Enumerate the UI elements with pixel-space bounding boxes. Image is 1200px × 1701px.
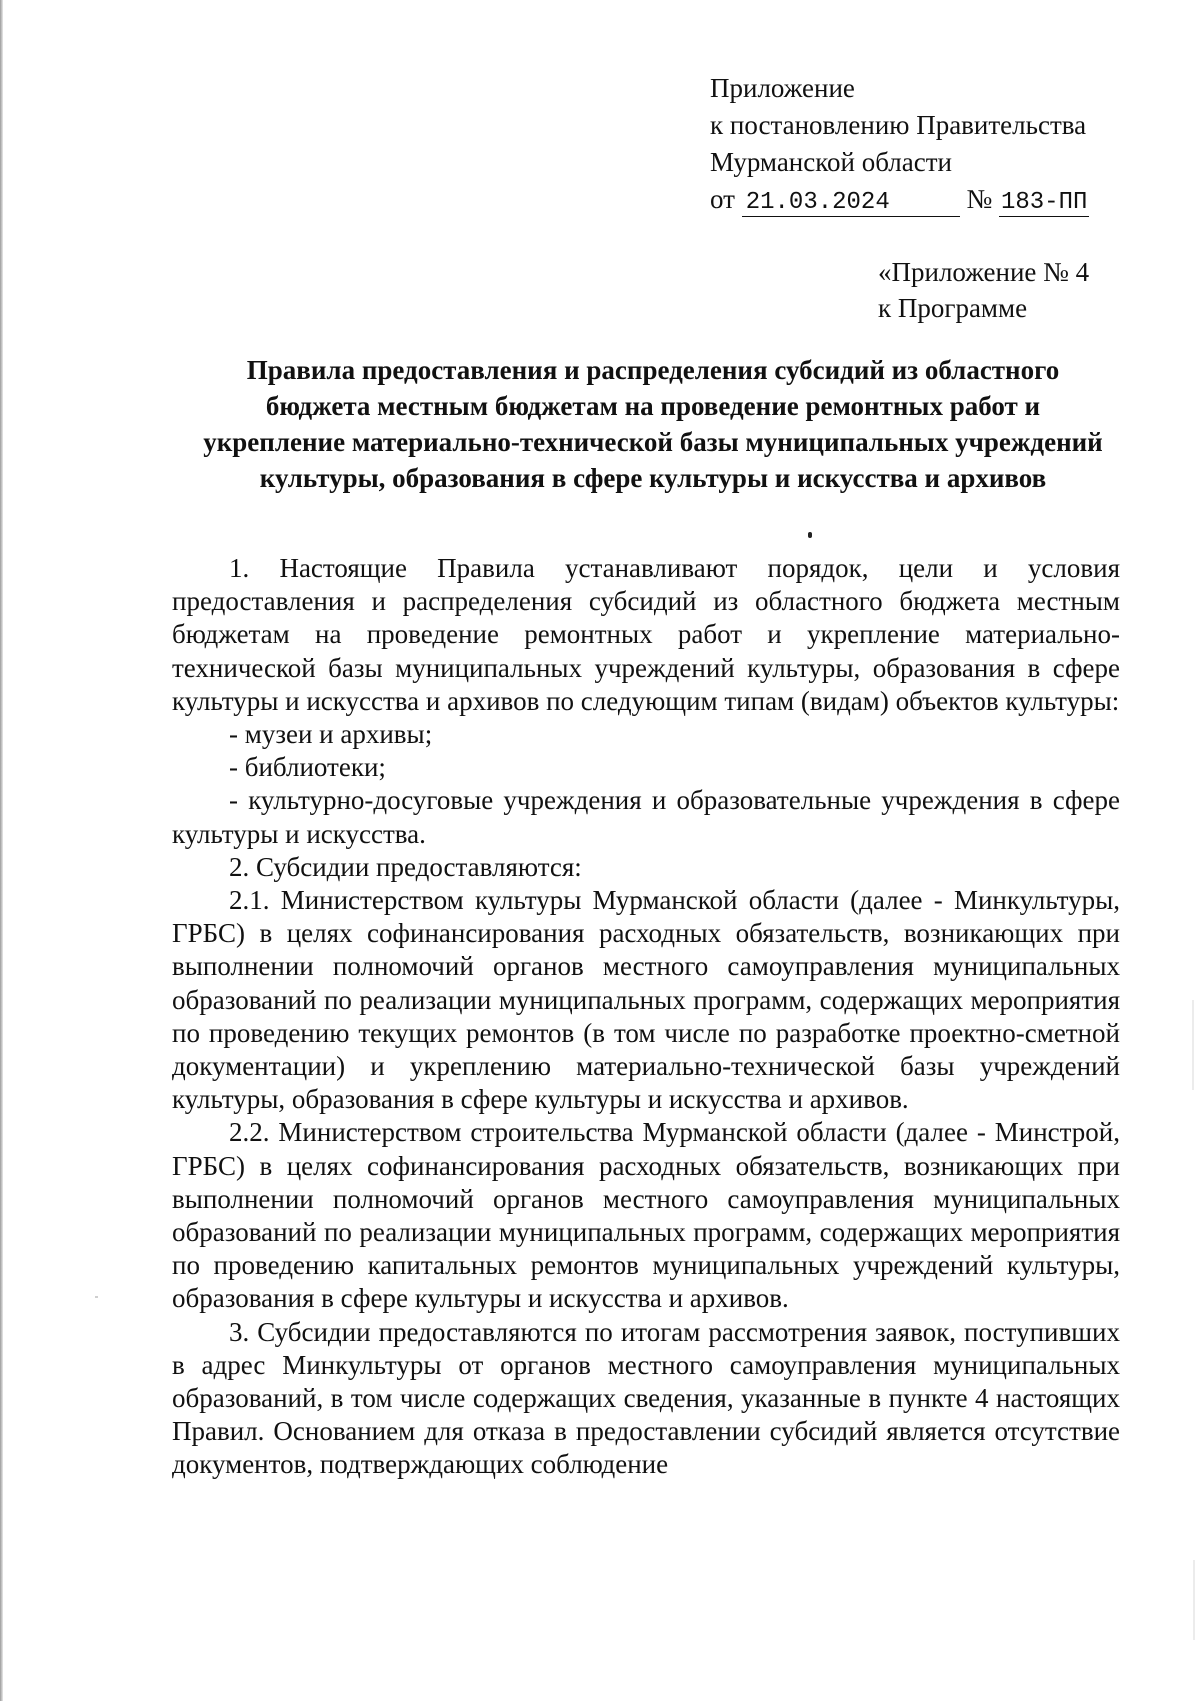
annex-line-program: к Программе [878,293,1028,323]
annex-line-number: «Приложение № 4 [878,257,1090,287]
title-line-2: бюджета местным бюджетам на проведение ремонтных работ и [265,391,1041,421]
paragraph-1: 1. Настоящие Правила устанавливают порядок, цели и условия предоставления и распределения субсидий из областного бюджета местным бюджетам на проведение ремонтных работ и укрепление материально-технической базы муниципальных учреждений культуры, образования в сфере культуры и искусства и архивов по следующим типам (видам) объектов культуры: [172,553,1120,716]
paragraph-2: 2. Субсидии предоставляются: [229,851,582,882]
approval-stamp [710,70,1089,218]
number-sign: № [966,184,993,214]
document-title [170,352,1136,496]
paragraph-2-2: 2.2. Министерством строительства Мурманской области (далее - Минстрой, ГРБС) в целях софинансирования расходных обязательств, возникающих при выполнении полномочий органов местного самоуправления муниципальных образований по реализации муниципальных программ, содержащих мероприятия по проведению капитальных ремонтов муниципальных учреждений культуры, образования в сфере культуры и искусства и архивов. [172,1117,1120,1314]
resolution-date: 21.03.2024 [742,190,960,217]
resolution-number: 183-ПП [1000,189,1088,216]
scan-speck [1192,1000,1194,1090]
stamp-date-line [710,181,1089,218]
title-line-1: Правила предоставления и распределения субсидий из областного [246,355,1060,385]
list-item-cultural-institutions: - культурно-досуговые учреждения и образовательные учреждения в сфере культуры и искусства. [172,785,1120,849]
list-item-libraries: - библиотеки; [229,752,386,783]
list-item-museums: - музеи и архивы; [229,719,433,750]
scan-speck [808,532,812,538]
scan-speck [95,1296,98,1298]
paragraph-3: 3. Субсидии предоставляются по итогам рассмотрения заявок, поступивших в адрес Минкультуры от органов местного самоуправления муниципальных образований, в том числе содержащих сведения, указанные в пункте 4 настоящих Правил. Основанием для отказа в предоставлении субсидий является отсутствие документов, подтверждающих соблюдение [172,1316,1120,1480]
scan-edge [0,0,3,1701]
date-prefix: от [710,184,735,214]
stamp-line-region: Мурманской области [710,147,952,177]
paragraph-2-1: 2.1. Министерством культуры Мурманской области (далее - Минкультуры, ГРБС) в целях софинансирования расходных обязательств, возникающих при выполнении полномочий органов местного самоуправления муниципальных образований по реализации муниципальных программ, содержащих мероприятия по проведению текущих ремонтов (в том числе по разработке проектно-сметной документации) и укреплению материально-технической базы учреждений культуры, образования в сфере культуры и искусства и архивов. [172,885,1120,1115]
stamp-line-appendix: Приложение [710,73,855,103]
title-line-3: укрепление материально-технической базы муниципальных учреждений [203,427,1103,457]
annex-reference [878,254,1089,326]
scan-speck [1193,1560,1195,1640]
stamp-line-resolution: к постановлению Правительства [710,110,1087,140]
title-line-4: культуры, образования в сфере культуры и искусства и архивов [259,463,1047,493]
document-body [172,552,1120,1482]
